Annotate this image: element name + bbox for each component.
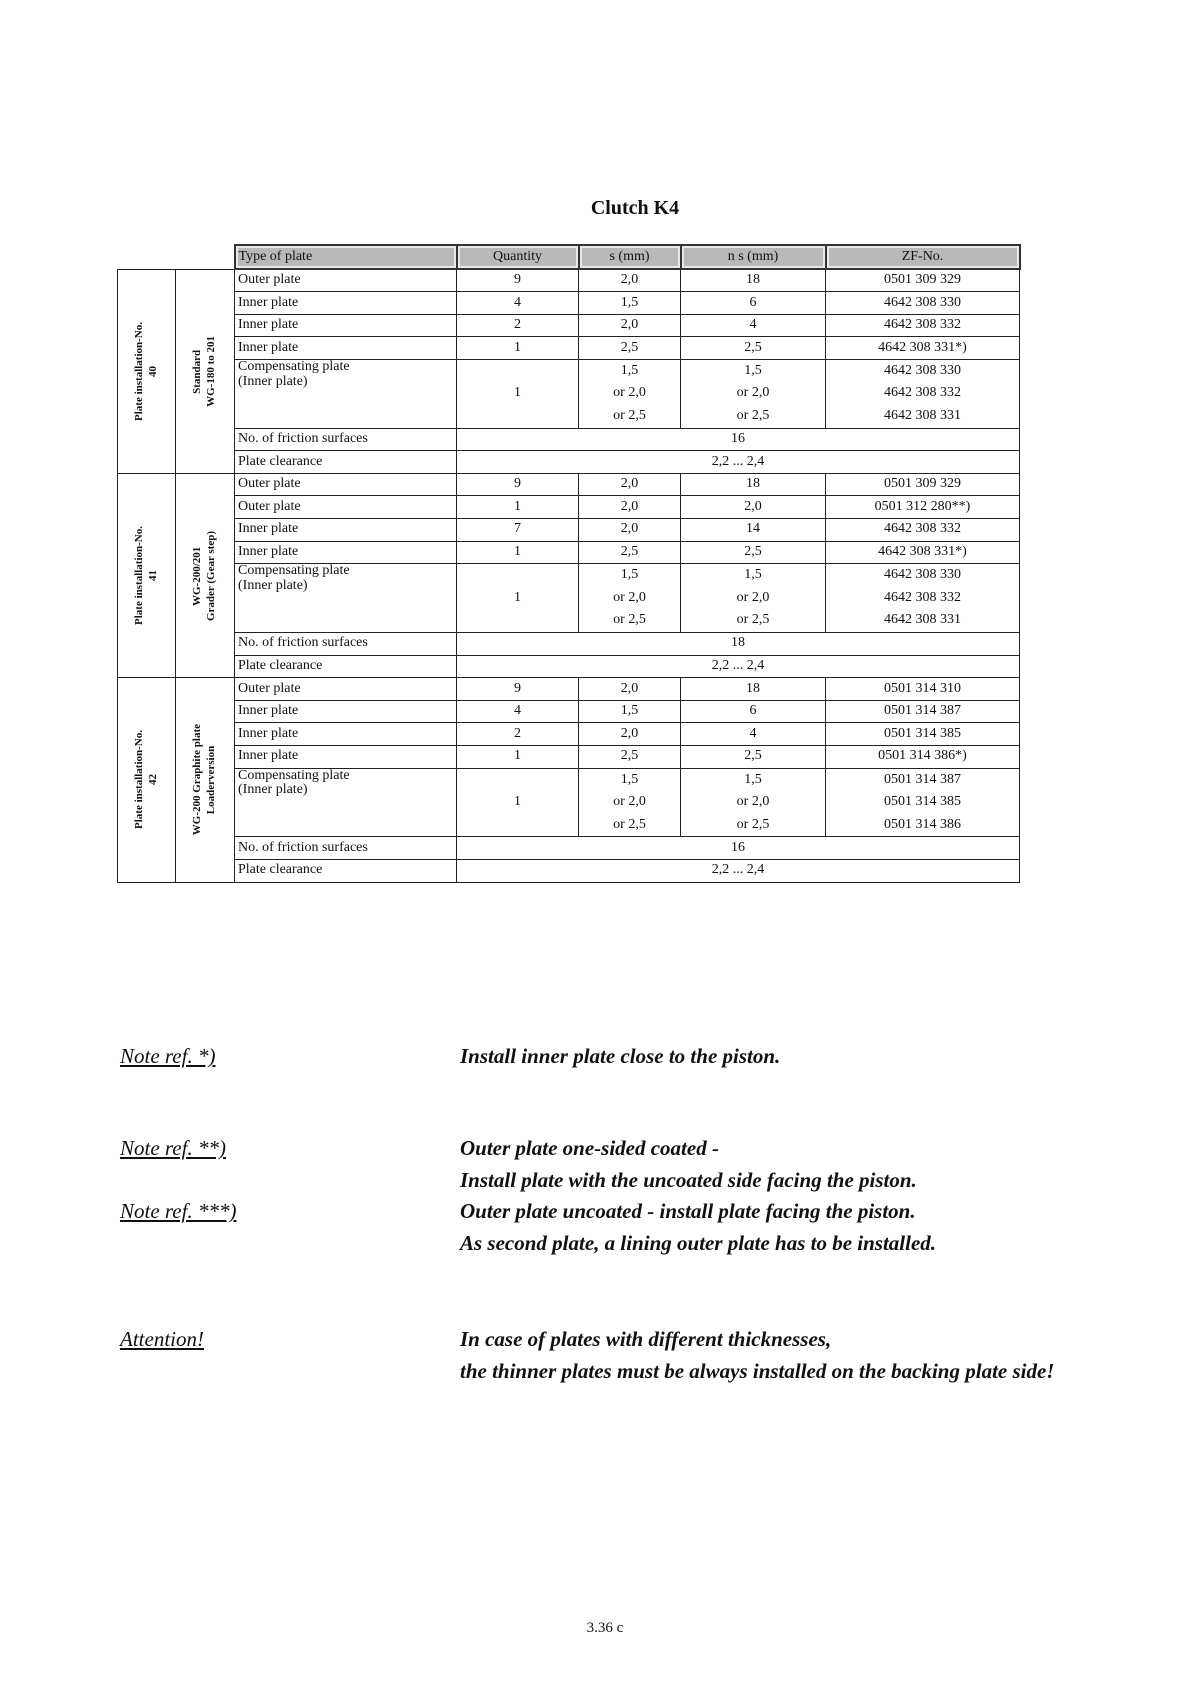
- note-line: Outer plate uncoated - install plate facing the piston.: [460, 1199, 916, 1223]
- comp-value: 4642 308 330: [884, 567, 961, 583]
- comp-value: or 2,0: [613, 589, 646, 605]
- comp-value: or 2,5: [736, 612, 770, 628]
- cell-s: 2,5: [579, 745, 681, 768]
- compensating-row: [118, 768, 1020, 837]
- cell-s: [579, 768, 681, 837]
- comp-value: 1,5: [744, 567, 762, 583]
- cell-type: Inner plate: [235, 723, 457, 746]
- cell-type: Inner plate: [235, 292, 457, 315]
- cell-n-s: 4: [681, 314, 826, 337]
- comp-value: or 2,0: [736, 589, 770, 605]
- cell-s: 2,0: [579, 473, 681, 496]
- cell-s: 2,0: [579, 678, 681, 701]
- note-line: the thinner plates must be always installed on the backing plate side!: [460, 1359, 1055, 1383]
- comp-type-line: Compensating plate: [238, 358, 350, 374]
- friction-label: No. of friction surfaces: [235, 428, 457, 451]
- clearance-label: Plate clearance: [235, 655, 457, 678]
- cell-quantity: 1: [457, 564, 579, 633]
- cell-quantity: 1: [457, 768, 579, 837]
- note-line: In case of plates with different thicknesses,: [460, 1327, 832, 1351]
- note-text: [460, 1323, 1180, 1387]
- cell-quantity: 7: [457, 519, 579, 542]
- installation-label: [133, 322, 161, 421]
- comp-value: 1,5: [620, 362, 639, 378]
- friction-value: 16: [457, 428, 1020, 451]
- header-quantity: Quantity: [457, 245, 579, 269]
- note-ref: Note ref. **): [120, 1136, 226, 1160]
- variant-line: Grader (Gear step): [205, 530, 217, 621]
- clearance-value: 2,2 ... 2,4: [457, 655, 1020, 678]
- comp-type-line: (Inner plate): [238, 373, 308, 389]
- friction-row: [118, 428, 1020, 451]
- variant-label: [191, 724, 219, 835]
- note-line: As second plate, a lining outer plate has to be installed.: [460, 1231, 937, 1255]
- table-row: [118, 473, 1020, 496]
- clearance-value: 2,2 ... 2,4: [457, 859, 1020, 882]
- header-s-mm: s (mm): [579, 245, 681, 269]
- cell-zf-no: [826, 359, 1020, 428]
- installation-number: 41: [146, 570, 159, 582]
- comp-value: 1,5: [620, 771, 639, 787]
- variant-label: [191, 336, 219, 407]
- header-n-s-mm: n s (mm): [681, 245, 826, 269]
- cell-zf-no: 0501 309 329: [826, 269, 1020, 292]
- cell-type: [235, 359, 457, 428]
- cell-n-s: 2,5: [681, 745, 826, 768]
- cell-quantity: 1: [457, 496, 579, 519]
- header-type: Type of plate: [235, 245, 457, 269]
- cell-n-s: 18: [681, 678, 826, 701]
- table-row: [118, 269, 1020, 292]
- note-ref: Note ref. ***): [120, 1199, 237, 1223]
- cell-n-s: 2,5: [681, 541, 826, 564]
- variant-label-cell: [176, 269, 235, 473]
- cell-n-s: [681, 564, 826, 633]
- cell-s: [579, 359, 681, 428]
- cell-s: 2,5: [579, 337, 681, 360]
- table-row: [118, 723, 1020, 746]
- cell-zf-no: 0501 309 329: [826, 473, 1020, 496]
- cell-s: 2,0: [579, 496, 681, 519]
- installation-text: Plate installation-No.: [132, 730, 145, 830]
- cell-type: Inner plate: [235, 700, 457, 723]
- comp-value: or 2,5: [613, 612, 646, 628]
- cell-n-s: 4: [681, 723, 826, 746]
- cell-s: 2,0: [579, 269, 681, 292]
- comp-value: 4642 308 331: [884, 408, 961, 424]
- comp-value: or 2,0: [736, 794, 770, 810]
- cell-quantity: 2: [457, 723, 579, 746]
- clearance-row: [118, 655, 1020, 678]
- installation-label: [133, 526, 161, 625]
- variant-line: WG-200 Graphite plate: [191, 724, 204, 836]
- cell-zf-no: 4642 308 331*): [826, 541, 1020, 564]
- installation-text: Plate installation-No.: [132, 526, 145, 626]
- cell-quantity: 1: [457, 745, 579, 768]
- table-row: [118, 678, 1020, 701]
- friction-value: 16: [457, 837, 1020, 860]
- cell-type: Outer plate: [235, 678, 457, 701]
- table-row: [118, 519, 1020, 542]
- header-zf-no: ZF-No.: [826, 245, 1020, 269]
- comp-value: or 2,5: [613, 816, 646, 832]
- table-row: [118, 337, 1020, 360]
- cell-s: 1,5: [579, 700, 681, 723]
- comp-type-line: Compensating plate: [238, 563, 350, 579]
- note-ref: Note ref. *): [120, 1044, 216, 1068]
- table-row: [118, 745, 1020, 768]
- variant-line: Standard: [191, 349, 204, 394]
- table-header-row: [118, 245, 1020, 269]
- variant-line: WG-180 to 201: [205, 335, 217, 407]
- page-number: 3.36 c: [586, 1620, 624, 1636]
- cell-n-s: 2,0: [681, 496, 826, 519]
- cell-zf-no: 4642 308 332: [826, 314, 1020, 337]
- cell-n-s: 14: [681, 519, 826, 542]
- variant-line: Loaderversion: [205, 745, 217, 815]
- friction-row: [118, 837, 1020, 860]
- cell-type: [235, 564, 457, 633]
- cell-zf-no: [826, 768, 1020, 837]
- cell-quantity: 1: [457, 541, 579, 564]
- clearance-value: 2,2 ... 2,4: [457, 451, 1020, 474]
- comp-type-line: (Inner plate): [238, 577, 308, 593]
- installation-label-cell: [118, 473, 176, 677]
- cell-s: 2,5: [579, 541, 681, 564]
- page-title: Clutch K4: [590, 197, 680, 219]
- table-row: [118, 292, 1020, 315]
- cell-zf-no: 0501 312 280**): [826, 496, 1020, 519]
- cell-zf-no: 0501 314 387: [826, 700, 1020, 723]
- friction-row: [118, 633, 1020, 656]
- comp-type-line: (Inner plate): [238, 782, 308, 798]
- variant-label: [191, 531, 219, 621]
- table-row: [118, 496, 1020, 519]
- comp-value: 1,5: [620, 567, 639, 583]
- installation-label-cell: [118, 678, 176, 882]
- variant-line: WG-200/201: [191, 545, 204, 606]
- friction-value: 18: [457, 633, 1020, 656]
- cell-quantity: 2: [457, 314, 579, 337]
- note-line: Outer plate one-sided coated -: [460, 1136, 719, 1160]
- cell-n-s: 6: [681, 700, 826, 723]
- note-ref: Attention!: [120, 1327, 204, 1351]
- cell-zf-no: 0501 314 385: [826, 723, 1020, 746]
- comp-value: 0501 314 387: [884, 771, 961, 787]
- cell-quantity: 9: [457, 473, 579, 496]
- comp-value: 4642 308 330: [884, 362, 961, 378]
- cell-s: [579, 564, 681, 633]
- compensating-row: [118, 564, 1020, 633]
- comp-value: 1,5: [744, 771, 762, 787]
- clutch-table: [117, 244, 1021, 883]
- clearance-label: Plate clearance: [235, 451, 457, 474]
- cell-quantity: 4: [457, 700, 579, 723]
- cell-s: 1,5: [579, 292, 681, 315]
- cell-n-s: 2,5: [681, 337, 826, 360]
- note-text: [460, 1132, 1180, 1196]
- cell-type: [235, 768, 457, 837]
- comp-value: or 2,0: [736, 385, 770, 401]
- clearance-label: Plate clearance: [235, 859, 457, 882]
- comp-value: or 2,5: [613, 408, 646, 424]
- installation-label-cell: [118, 269, 176, 473]
- installation-number: 40: [146, 365, 159, 377]
- cell-zf-no: 0501 314 310: [826, 678, 1020, 701]
- note-line: Install plate with the uncoated side facing the piston.: [460, 1168, 917, 1192]
- variant-label-cell: [176, 678, 235, 882]
- cell-zf-no: 4642 308 330: [826, 292, 1020, 315]
- compensating-row: [118, 359, 1020, 428]
- comp-value: or 2,0: [613, 385, 646, 401]
- table-row: [118, 314, 1020, 337]
- cell-type: Outer plate: [235, 473, 457, 496]
- comp-value: 4642 308 331: [884, 612, 961, 628]
- comp-type-line: Compensating plate: [238, 767, 350, 783]
- cell-n-s: 18: [681, 473, 826, 496]
- cell-zf-no: 4642 308 331*): [826, 337, 1020, 360]
- cell-n-s: [681, 768, 826, 837]
- cell-type: Inner plate: [235, 337, 457, 360]
- comp-value: or 2,5: [736, 408, 770, 424]
- table-row: [118, 700, 1020, 723]
- cell-type: Inner plate: [235, 314, 457, 337]
- cell-type: Outer plate: [235, 269, 457, 292]
- note-text: [460, 1195, 1180, 1259]
- cell-quantity: 9: [457, 269, 579, 292]
- friction-label: No. of friction surfaces: [235, 837, 457, 860]
- cell-zf-no: 0501 314 386*): [826, 745, 1020, 768]
- variant-label-cell: [176, 473, 235, 677]
- comp-value: or 2,5: [736, 816, 770, 832]
- table-row: [118, 541, 1020, 564]
- cell-type: Inner plate: [235, 745, 457, 768]
- note-line: Install inner plate close to the piston.: [460, 1044, 781, 1068]
- comp-value: 1,5: [744, 362, 762, 378]
- cell-zf-no: [826, 564, 1020, 633]
- cell-s: 2,0: [579, 314, 681, 337]
- comp-value: or 2,0: [613, 794, 646, 810]
- cell-quantity: 1: [457, 359, 579, 428]
- cell-quantity: 4: [457, 292, 579, 315]
- cell-zf-no: 4642 308 332: [826, 519, 1020, 542]
- installation-text: Plate installation-No.: [132, 321, 145, 421]
- comp-value: 0501 314 385: [884, 794, 961, 810]
- cell-quantity: 9: [457, 678, 579, 701]
- clearance-row: [118, 451, 1020, 474]
- table-body: [118, 269, 1020, 882]
- cell-quantity: 1: [457, 337, 579, 360]
- comp-value: 4642 308 332: [884, 589, 961, 605]
- cell-n-s: 18: [681, 269, 826, 292]
- installation-number: 42: [146, 774, 159, 786]
- comp-value: 4642 308 332: [884, 385, 961, 401]
- friction-label: No. of friction surfaces: [235, 633, 457, 656]
- cell-n-s: 6: [681, 292, 826, 315]
- cell-type: Inner plate: [235, 519, 457, 542]
- cell-type: Outer plate: [235, 496, 457, 519]
- comp-value: 0501 314 386: [884, 816, 961, 832]
- cell-s: 2,0: [579, 723, 681, 746]
- cell-s: 2,0: [579, 519, 681, 542]
- note-text: [460, 1040, 1180, 1072]
- clearance-row: [118, 859, 1020, 882]
- cell-type: Inner plate: [235, 541, 457, 564]
- installation-label: [133, 730, 161, 829]
- cell-n-s: [681, 359, 826, 428]
